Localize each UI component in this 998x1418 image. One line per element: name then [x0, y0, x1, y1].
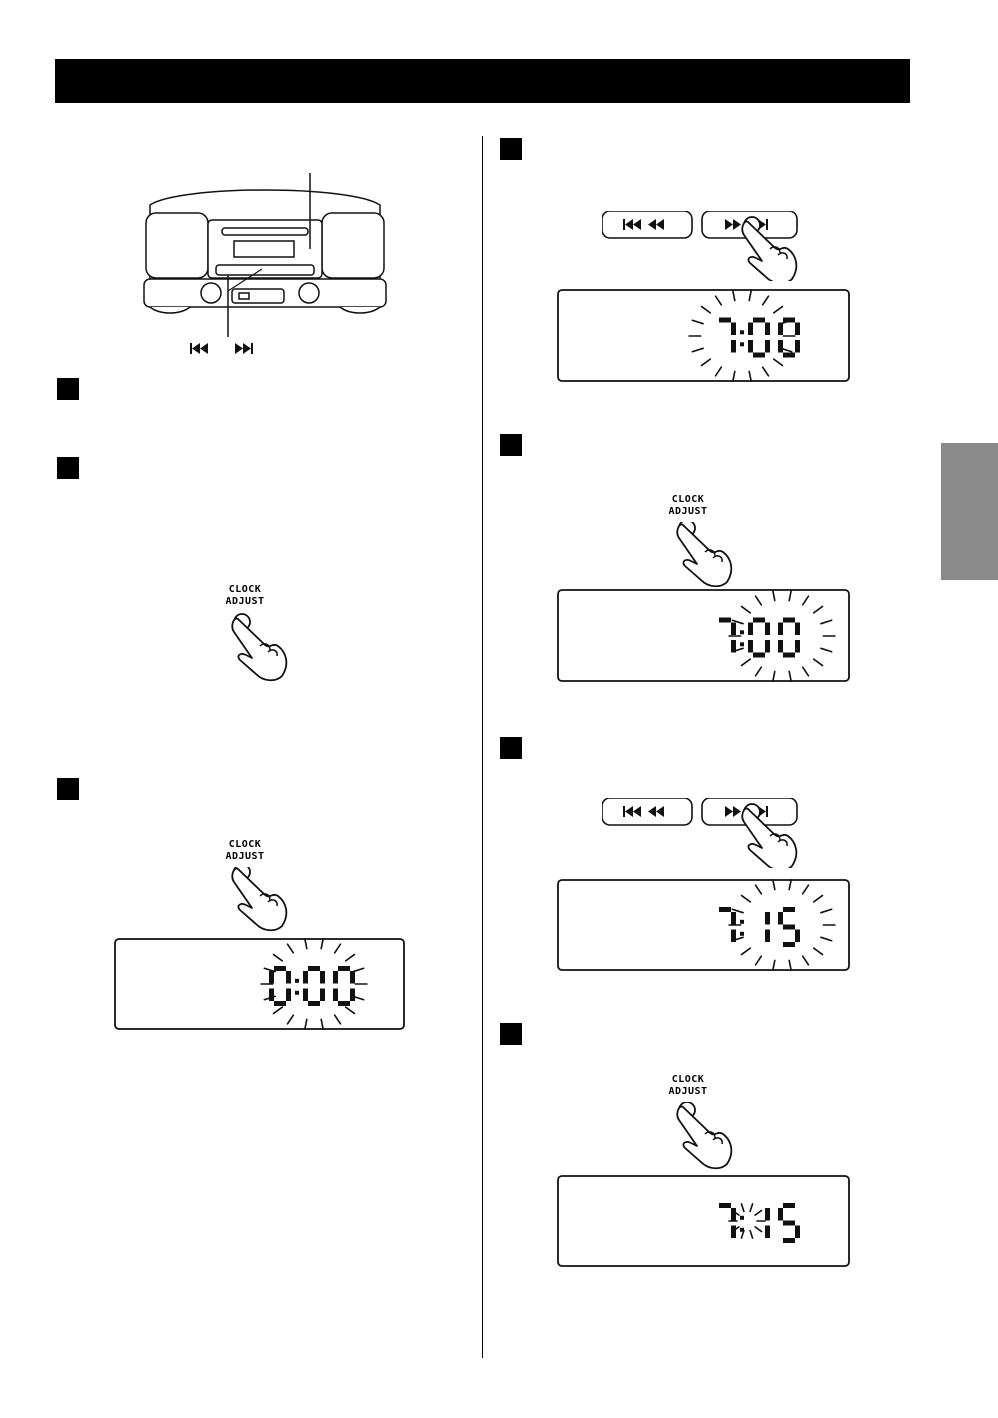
lcd-colon: [740, 920, 744, 924]
lcd-frame: [558, 290, 849, 381]
lcd-screen: [557, 1175, 850, 1267]
lcd-segment: [719, 318, 731, 323]
lcd-segment: [765, 912, 770, 925]
lcd-colon: [740, 342, 744, 346]
clock-adjust-button-illustration: [220, 584, 320, 674]
lcd-colon: [295, 979, 299, 983]
lcd-display: [557, 879, 850, 971]
adjust-label: ADJUST: [225, 596, 265, 607]
lcd-segment: [783, 907, 795, 912]
lcd-frame: [558, 880, 849, 970]
column-divider: [482, 136, 483, 1358]
lcd-segment: [778, 912, 783, 925]
lcd-screen: [557, 289, 850, 382]
lcd-segment: [783, 1221, 795, 1226]
step-2-marker: [57, 457, 79, 479]
lcd-frame: [558, 1176, 849, 1266]
clock-adjust-button-illustration: [220, 839, 320, 929]
lcd-segment: [753, 353, 765, 358]
clock-label: CLOCK: [228, 839, 262, 850]
lcd-segment: [783, 942, 795, 947]
lcd-segment: [765, 640, 770, 653]
lcd-segment: [274, 966, 286, 971]
lcd-screen: [557, 879, 850, 971]
pointing-hand-icon: [663, 1102, 763, 1172]
lcd-colon: [295, 991, 299, 995]
lcd-segment: [303, 971, 308, 984]
lcd-segment: [269, 989, 274, 1002]
lcd-colon: [740, 642, 744, 646]
lcd-segment: [731, 340, 736, 353]
lcd-segment: [783, 353, 795, 358]
lcd-segment: [338, 1001, 350, 1006]
pointing-hand-icon: [663, 522, 763, 592]
lcd-segment: [778, 340, 783, 353]
side-index-tab: [941, 443, 998, 580]
lcd-segment: [333, 971, 338, 984]
lcd-segment: [753, 618, 765, 623]
clock-label: CLOCK: [671, 494, 705, 505]
lcd-segment: [719, 1203, 731, 1208]
lcd-screen: [557, 589, 850, 682]
step-5-marker: [500, 434, 522, 456]
step-1-marker: [57, 378, 79, 400]
skip-buttons-illustration: [602, 798, 822, 868]
lcd-colon: [740, 1216, 744, 1220]
lcd-segment: [274, 1001, 286, 1006]
lcd-segment: [783, 1203, 795, 1208]
lcd-segment: [765, 623, 770, 636]
clock-label: CLOCK: [228, 584, 262, 595]
section-header-bar: [55, 59, 910, 103]
lcd-segment: [308, 966, 320, 971]
lcd-segment: [333, 989, 338, 1002]
lcd-segment: [320, 971, 325, 984]
lcd-display: [557, 589, 850, 682]
step-4-marker: [500, 138, 522, 160]
step-3-marker: [57, 778, 79, 800]
lcd-segment: [778, 623, 783, 636]
clock-adjust-button-illustration: [663, 1074, 763, 1164]
lcd-segment: [350, 989, 355, 1002]
lcd-segment: [303, 989, 308, 1002]
lcd-segment: [783, 925, 795, 930]
lcd-segment: [783, 618, 795, 623]
lcd-segment: [719, 907, 731, 912]
clock-adjust-button-illustration: [663, 494, 763, 584]
lcd-display: [557, 1175, 850, 1267]
step-6-marker: [500, 737, 522, 759]
lcd-segment: [795, 323, 800, 336]
lcd-segment: [338, 966, 350, 971]
lcd-segment: [795, 640, 800, 653]
lcd-segment: [795, 1226, 800, 1239]
lcd-segment: [320, 989, 325, 1002]
lcd-segment: [765, 340, 770, 353]
lcd-display: [114, 938, 405, 1030]
lcd-display: [557, 289, 850, 382]
lcd-segment: [748, 640, 753, 653]
pointing-hand-icon: [220, 612, 320, 682]
lcd-segment: [795, 623, 800, 636]
lcd-segment: [795, 340, 800, 353]
lcd-segment: [748, 323, 753, 336]
lcd-segment: [765, 1226, 770, 1239]
lcd-segment: [350, 971, 355, 984]
lcd-segment: [783, 653, 795, 658]
lcd-segment: [753, 653, 765, 658]
adjust-label: ADJUST: [668, 506, 708, 517]
lcd-segment: [286, 971, 291, 984]
lcd-segment: [731, 1208, 736, 1221]
lcd-colon: [740, 330, 744, 334]
lcd-segment: [765, 1208, 770, 1221]
lcd-segment: [765, 323, 770, 336]
lcd-segment: [286, 989, 291, 1002]
adjust-label: ADJUST: [668, 1086, 708, 1097]
clock-label: CLOCK: [671, 1074, 705, 1085]
lcd-segment: [748, 340, 753, 353]
adjust-label: ADJUST: [225, 851, 265, 862]
lcd-frame: [558, 590, 849, 681]
lcd-segment: [308, 1001, 320, 1006]
lcd-segment: [269, 971, 274, 984]
lcd-segment: [731, 912, 736, 925]
lcd-colon: [740, 630, 744, 634]
lcd-segment: [748, 623, 753, 636]
skip-buttons-illustration: [602, 211, 822, 281]
lcd-segment: [753, 318, 765, 323]
step-7-marker: [500, 1023, 522, 1045]
lcd-segment: [783, 1238, 795, 1243]
lcd-segment: [778, 640, 783, 653]
stereo-unit-illustration: [140, 165, 390, 360]
pointing-hand-icon: [220, 867, 320, 937]
lcd-screen: [114, 938, 405, 1030]
lcd-colon: [740, 932, 744, 936]
lcd-segment: [778, 1208, 783, 1221]
lcd-segment: [795, 930, 800, 943]
lcd-segment: [765, 930, 770, 943]
lcd-segment: [719, 618, 731, 623]
lcd-segment: [731, 323, 736, 336]
lcd-segment: [731, 623, 736, 636]
